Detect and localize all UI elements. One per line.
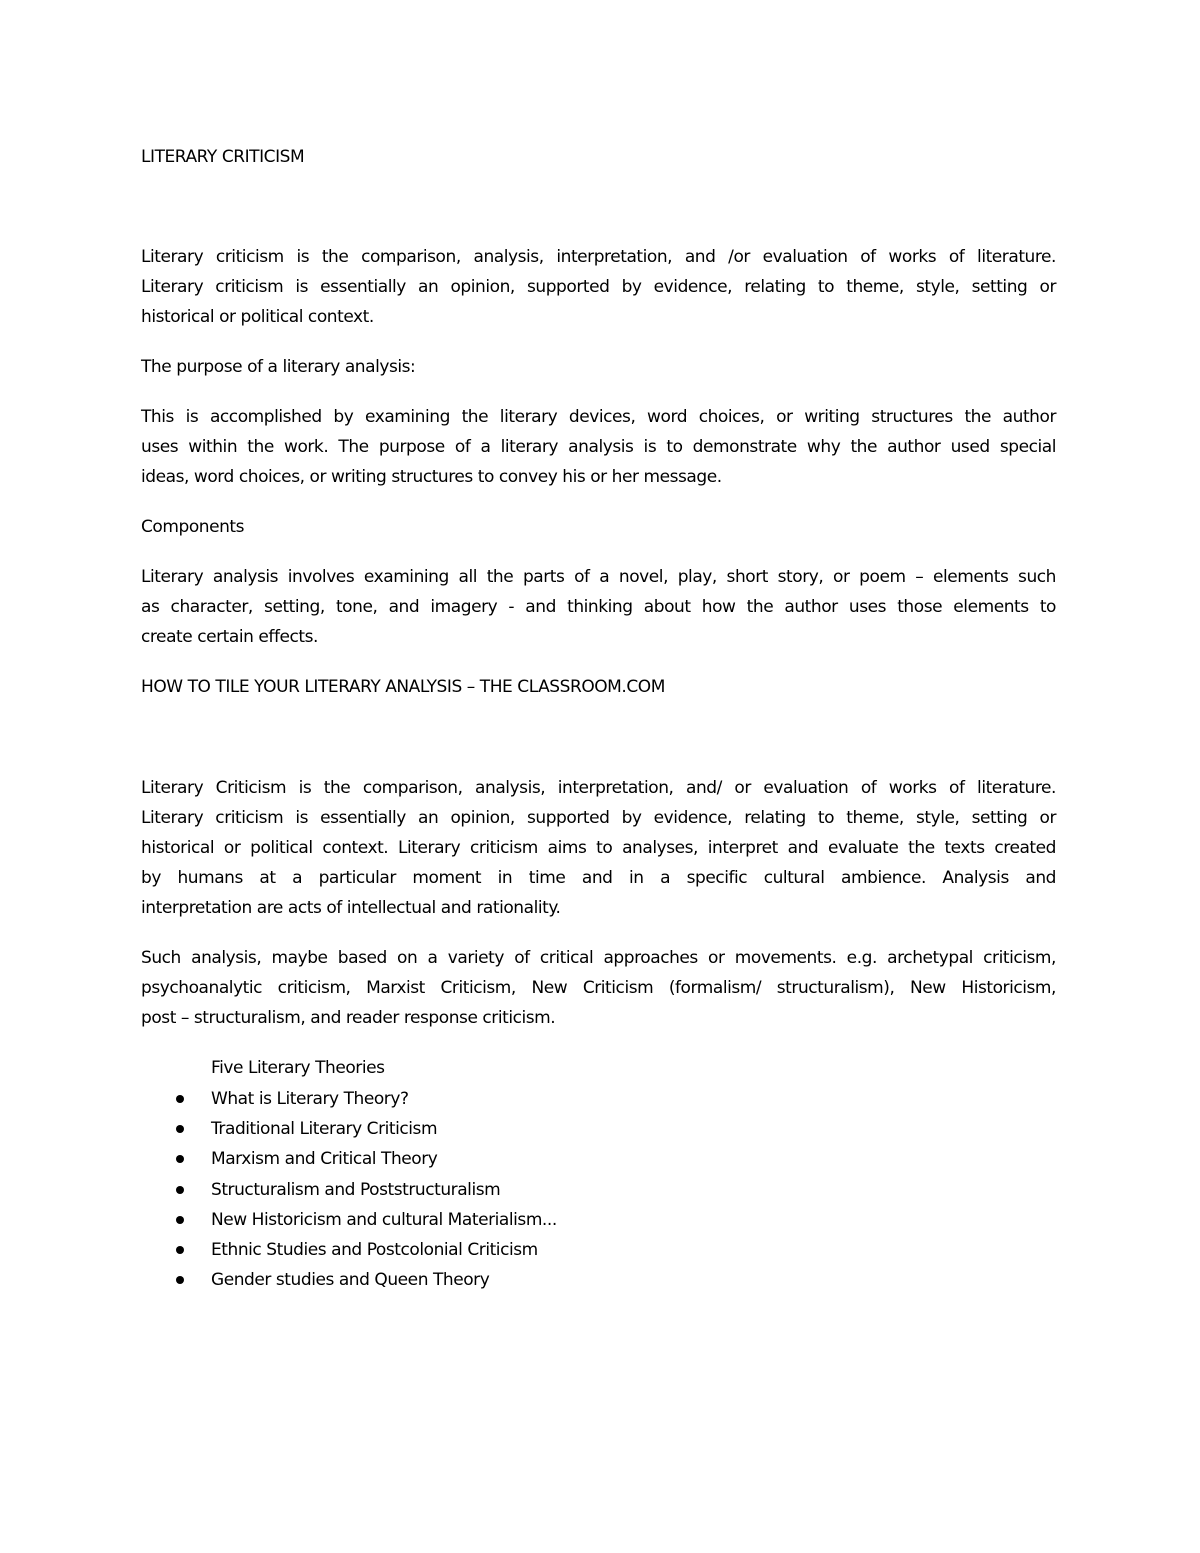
bullet-icon [176, 1276, 184, 1284]
paragraph-line: uses within the work. The purpose of a literary analysis is to demonstrate why the author used special [141, 437, 1056, 457]
paragraph-line: Such analysis, maybe based on a variety of critical approaches or movements. e.g. archetypal criticism, [141, 948, 1056, 968]
list-item [0, 1089, 1200, 1119]
list-item [0, 1180, 1200, 1210]
paragraph-line: This is accomplished by examining the literary devices, word choices, or writing structures the author [141, 407, 1056, 427]
document-title: LITERARY CRITICISM [141, 147, 305, 167]
list-item-label: Ethnic Studies and Postcolonial Criticism [211, 1239, 538, 1260]
list-item-label: Traditional Literary Criticism [211, 1119, 438, 1140]
list-item [0, 1270, 1200, 1300]
list-item-label: Structuralism and Poststructuralism [211, 1179, 501, 1200]
paragraph-line: Literary analysis involves examining all the parts of a novel, play, short story, or poem – elements such [141, 567, 1056, 587]
list-title: Five Literary Theories [211, 1058, 385, 1078]
list-item-label: New Historicism and cultural Materialism... [211, 1209, 557, 1230]
theories-list [0, 1089, 1200, 1300]
list-item [0, 1210, 1200, 1240]
section-heading: Components [141, 517, 245, 537]
list-item-label: Gender studies and Queen Theory [211, 1270, 490, 1291]
paragraph-line: historical or political context. Literary criticism aims to analyses, interpret and evaluate the texts created [141, 838, 1056, 858]
list-item [0, 1149, 1200, 1179]
bullet-icon [176, 1186, 184, 1194]
bullet-icon [176, 1216, 184, 1224]
paragraph-line: by humans at a particular moment in time and in a specific cultural ambience. Analysis and [141, 868, 1056, 888]
paragraph-line: Literary criticism is essentially an opinion, supported by evidence, relating to theme, style, setting or [141, 277, 1056, 297]
list-item [0, 1119, 1200, 1149]
paragraph-line: ideas, word choices, or writing structures to convey his or her message. [141, 467, 722, 487]
list-item [0, 1240, 1200, 1270]
source-line: HOW TO TILE YOUR LITERARY ANALYSIS – THE CLASSROOM.COM [141, 677, 665, 697]
paragraph-line: create certain effects. [141, 627, 318, 647]
paragraph-line: interpretation are acts of intellectual and rationality. [141, 898, 561, 918]
paragraph-line: Literary Criticism is the comparison, analysis, interpretation, and/ or evaluation of works of literature. [141, 778, 1056, 798]
paragraph-line: post – structuralism, and reader response criticism. [141, 1008, 556, 1028]
bullet-icon [176, 1095, 184, 1103]
list-item-label: What is Literary Theory? [211, 1089, 409, 1109]
bullet-icon [176, 1155, 184, 1163]
paragraph-line: psychoanalytic criticism, Marxist Criticism, New Criticism (formalism/ structuralism), New Historicism, [141, 978, 1056, 998]
section-heading: The purpose of a literary analysis: [141, 357, 416, 377]
paragraph-line: as character, setting, tone, and imagery - and thinking about how the author uses those elements to [141, 597, 1056, 617]
bullet-icon [176, 1125, 184, 1133]
paragraph-line: Literary criticism is essentially an opinion, supported by evidence, relating to theme, style, setting or [141, 808, 1056, 828]
paragraph-line: Literary criticism is the comparison, analysis, interpretation, and /or evaluation of works of literature. [141, 247, 1056, 267]
list-item-label: Marxism and Critical Theory [211, 1149, 438, 1170]
paragraph-line: historical or political context. [141, 307, 374, 327]
bullet-icon [176, 1246, 184, 1254]
